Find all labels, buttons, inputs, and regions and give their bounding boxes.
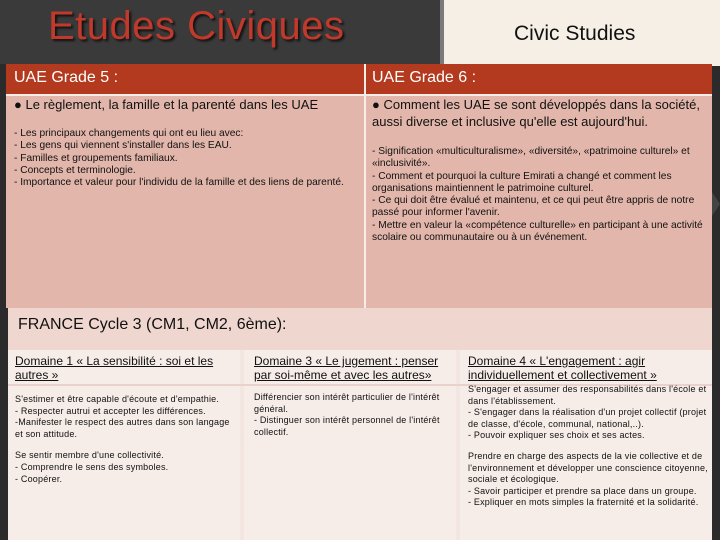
domain1-line: - Comprendre le sens des symboles.: [15, 461, 169, 472]
next-arrow-icon: [712, 192, 720, 216]
grade5-point: - Importance et valeur pour l'individu de la famille et des liens de parenté.: [14, 177, 344, 189]
domain1-line: - Respecter autrui et accepter les différences.: [15, 405, 206, 416]
domain4-text: [468, 384, 712, 509]
domain3-line: Différencier son intérêt particulier de l'intérêt général.: [254, 392, 440, 414]
domain4-line: - Expliquer en mots simples la fraternité et la solidarité.: [468, 497, 699, 508]
grade5-heading: UAE Grade 5 :: [14, 69, 119, 86]
grade5-point: - Les principaux changements qui ont eu lieu avec:: [14, 128, 244, 139]
domain3-line: - Distinguer son intérêt personnel de l'intérêt collectif.: [254, 415, 440, 437]
grade5-point: - Concepts et terminologie.: [14, 164, 136, 176]
column-divider: [364, 64, 366, 308]
grade5-point: - Familles et groupements familiaux.: [14, 152, 178, 164]
uae-table: [6, 64, 712, 308]
domain4-line: - S'engager dans la réalisation d'un projet collectif (projet de classe, d'école, communal, national,..).: [468, 407, 707, 429]
grade6-heading: UAE Grade 6 :: [372, 69, 477, 86]
slide-subtitle: Civic Studies: [514, 22, 636, 45]
grade5-lead: ● Le règlement, la famille et la parenté dans les UAE: [14, 97, 319, 112]
grade6-point: - Signification «multiculturalisme», «diversité», «patrimoine culturel» et «inclusivité».: [372, 146, 690, 170]
grade6-lead: ● Comment les UAE se sont développés dans la société, aussi diverse et inclusive qu'elle est aujourd'hui.: [372, 97, 700, 129]
grade6-point: - Ce qui doit être évalué et maintenu, et ce qui peut être appris de notre passé pour informer l'avenir.: [372, 195, 695, 219]
domain1-title: Domaine 1 « La sensibilité : soi et les autres »: [15, 354, 214, 382]
france-heading: FRANCE Cycle 3 (CM1, CM2, 6ème):: [18, 316, 287, 333]
grade6-point: - Mettre en valeur la «compétence culturelle» en participant à une activité scolaire ou communautaire ou à un événement.: [372, 219, 703, 244]
grade5-point: - Les gens qui viennent s'installer dans les EAU.: [14, 140, 232, 152]
grade6-point: - Comment et pourquoi la culture Emirati a changé et comment les organisations maintiennent le patrimoine culturel.: [372, 170, 672, 194]
domain1-line: Se sentir membre d'une collectivité.: [15, 450, 164, 461]
domain1-line: - Coopérer.: [15, 473, 63, 484]
slide-title: Etudes Civiques: [48, 4, 345, 48]
spacer: [15, 440, 237, 450]
grade6-points: [372, 146, 708, 244]
domain1-text: [15, 394, 237, 485]
domain3-text: [254, 392, 454, 438]
domain4-title: Domaine 4 « L'engagement : agir individuellement et collectivement »: [468, 354, 657, 382]
domain4-line: - Pouvoir expliquer ses choix et ses actes.: [468, 430, 645, 441]
domain3-title: Domaine 3 « Le jugement : penser par soi-même et avec les autres»: [254, 354, 439, 382]
domain1-line: S'estimer et être capable d'écoute et d'empathie.: [15, 394, 220, 404]
domain4-line: S'engager et assumer des responsabilités dans l'école et dans l'établissement.: [468, 384, 707, 406]
spacer: [468, 442, 712, 451]
domain4-line: Prendre en charge des aspects de la vie collective et de l'environnement et développer une conscience citoyenne, sociale et écologique.: [468, 450, 708, 485]
grade5-points: [14, 128, 359, 189]
domain1-line: -Manifester le respect des autres dans son langage et son attitude.: [15, 417, 230, 439]
domain4-line: - Savoir participer et prendre sa place dans un groupe.: [468, 485, 697, 496]
